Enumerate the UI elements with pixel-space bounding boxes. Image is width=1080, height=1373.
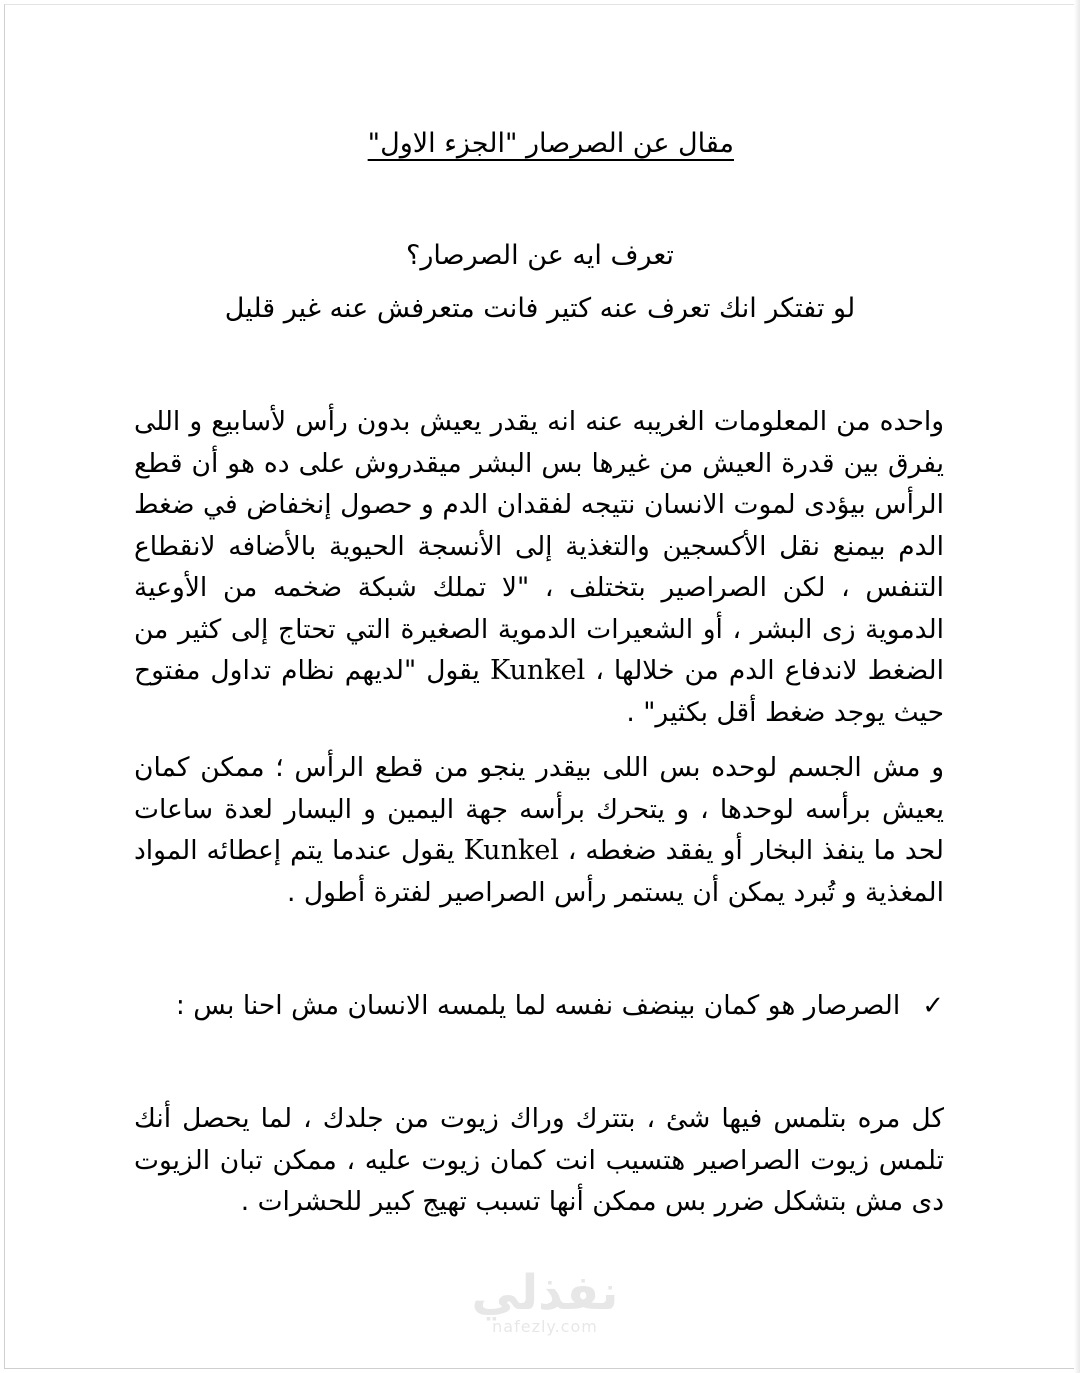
paragraph-1-name: Kunkel: [489, 655, 586, 686]
watermark: [440, 1265, 650, 1336]
checklist-item: [176, 985, 944, 1028]
paragraph-1: [134, 401, 944, 733]
checklist-item-text: الصرصار هو كمان بينضف نفسه لما يلمسه الانسان مش احنا بس :: [175, 990, 901, 1021]
checkmark-icon: ✓: [922, 991, 944, 1021]
intro-statement: لو تفتكر انك تعرف عنه كتير فانت متعرفش عنه غير قليل: [224, 293, 856, 324]
paragraph-3: كل مره بتلمس فيها شئ ، بتترك وراك زيوت من جلدك ، لما يحصل أنك تلمس زيوت الصراصير هتسيب انت كمان زيوت عليه ، ممكن تبان الزيوت دى مش بتشكل ضرر بس ممكن أنها تسبب تهيج كبير للحشرات .: [134, 1103, 944, 1217]
page-title: مقال عن الصرصار "الجزء الاول": [367, 128, 734, 159]
paragraph-1-text-start: واحده من المعلومات الغريبه عنه انه يقدر يعيش بدون رأس لأسابيع و اللى يفرق بين قدرة العيش من غيرها بس البشر ميقدروش على ده هو أن قطع الرأس بيؤدى لموت الانسان نتيجه لفقدان الدم و حصول إنخفاض في ضغط الدم بيمنع نقل الأكسجين والتغذية إلى الأنسجة الحيوية بالأضافه لانقطاع التنفس ، لكن الصراصير بتختلف ، "لا تملك شبكة ضخمه من الأوعية الدموية زى البشر ، أو الشعيرات الدموية الصغيرة التي تحتاج إلى كثير من الضغط لاندفاع الدم من خلالها ،: [134, 406, 944, 686]
paragraph-2-name: Kunkel: [463, 835, 559, 866]
watermark-domain: nafezly.com: [492, 1317, 598, 1336]
paragraph-2-text-end: يقول عندما يتم إعطائه المواد المغذية و تُبرد يمكن أن يستمر رأس الصراصير لفترة أطول .: [134, 835, 944, 908]
paragraph-2-text-start: و مش الجسم لوحده بس اللى بيقدر ينجو من قطع الرأس ؛ ممكن كمان يعيش برأسه لوحدها ، و يتحرك برأسه جهة اليمين و اليسار لعدة ساعات لحد ما ينفذ البخار أو يفقد ضغطه ،: [134, 752, 944, 866]
watermark-logo: نفذلي: [471, 1265, 619, 1321]
paragraph-2: [134, 747, 944, 913]
paragraph-1-text-end: يقول "لديهم نظام تداول مفتوح حيث يوجد ضغط أقل بكثير" .: [134, 655, 944, 728]
intro-question: تعرف ايه عن الصرصار؟: [406, 240, 674, 271]
